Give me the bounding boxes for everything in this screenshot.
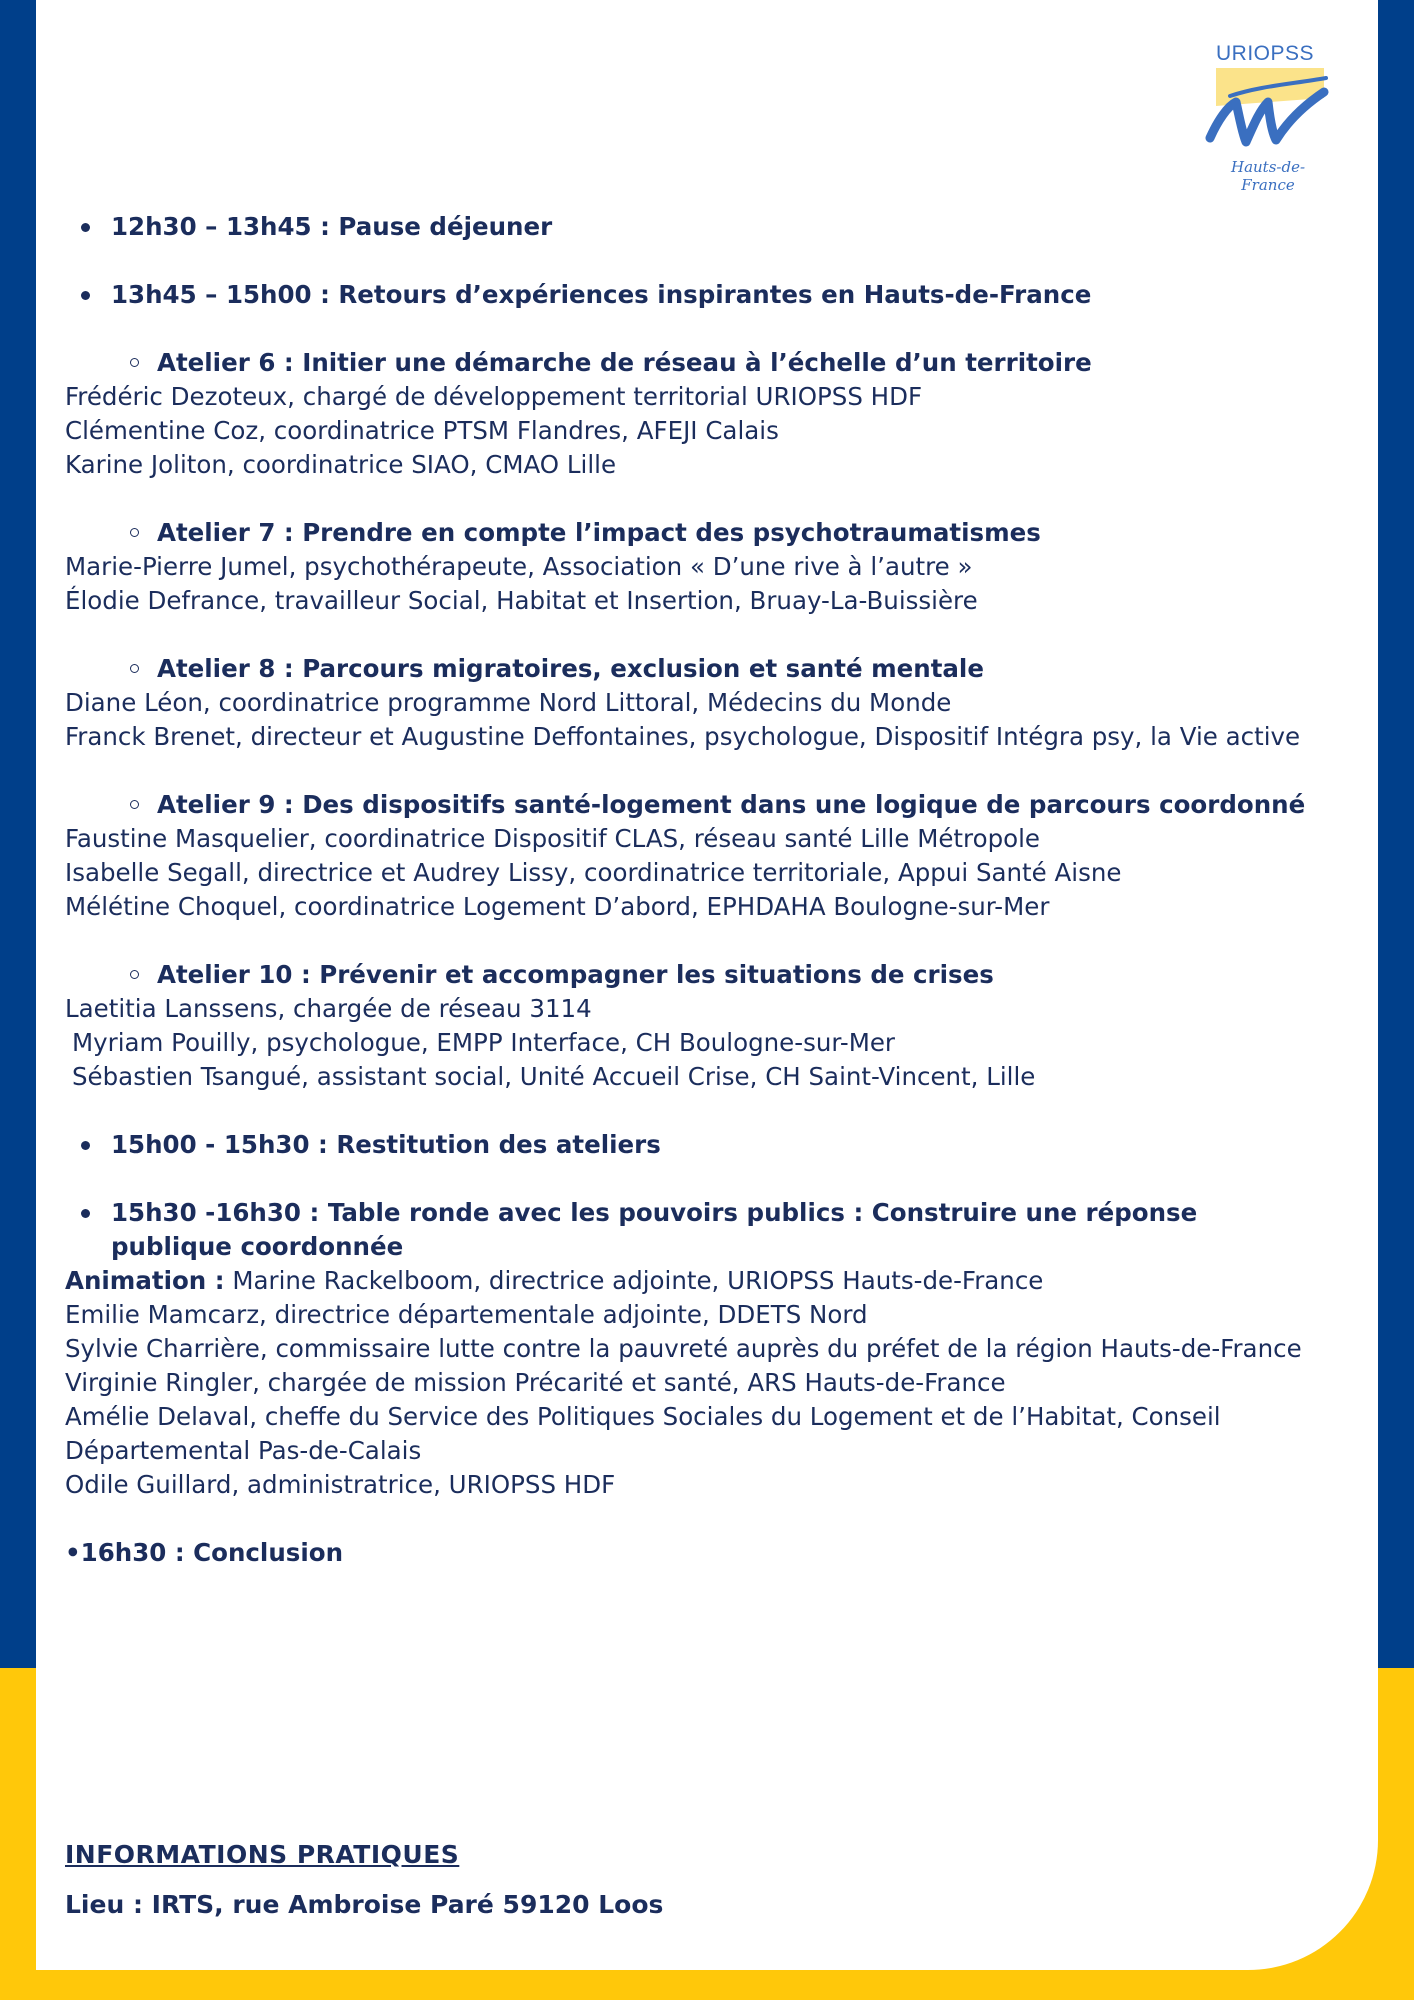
speaker: Élodie Defrance, travailleur Social, Habitat et Insertion, Bruay-La-Buissière: [65, 586, 978, 615]
speaker: Faustine Masquelier, coordinatrice Dispositif CLAS, réseau santé Lille Métropole: [65, 824, 1040, 853]
speaker: Emilie Mamcarz, directrice départementale adjointe, DDETS Nord: [65, 1300, 868, 1329]
speaker: Odile Guillard, administratrice, URIOPSS HDF: [65, 1470, 616, 1499]
atelier-10-title: Atelier 10 : Prévenir et accompagner les situations de crises: [65, 958, 1355, 992]
info-title: INFORMATIONS PRATIQUES: [65, 1840, 460, 1869]
speaker: Frédéric Dezoteux, chargé de développement territorial URIOPSS HDF: [65, 382, 923, 411]
speaker: Virginie Ringler, chargée de mission Précarité et santé, ARS Hauts-de-France: [65, 1368, 1006, 1397]
frame-right-blue: [1378, 0, 1414, 1668]
logo-name: URIOPSS: [1215, 42, 1315, 65]
atelier-7-title: Atelier 7 : Prendre en compte l’impact des psychotraumatismes: [65, 516, 1355, 550]
speaker: Myriam Pouilly, psychologue, EMPP Interface, CH Boulogne-sur-Mer: [72, 1028, 895, 1057]
atelier-6-title: Atelier 6 : Initier une démarche de réseau à l’échelle d’un territoire: [65, 346, 1355, 380]
logo-region: Hauts-de-France: [1230, 158, 1306, 194]
item-pause: 12h30 – 13h45 : Pause déjeuner: [65, 210, 1355, 244]
frame-left-blue: [0, 0, 36, 1668]
speaker: Sébastien Tsangué, assistant social, Unité Accueil Crise, CH Saint-Vincent, Lille: [72, 1062, 1036, 1091]
program-content: [65, 210, 1355, 1570]
speaker: Sylvie Charrière, commissaire lutte contre la pauvreté auprès du préfet de la région Hauts-de-France: [65, 1334, 1302, 1363]
atelier-8-title: Atelier 8 : Parcours migratoires, exclusion et santé mentale: [65, 652, 1355, 686]
animation-text: Marine Rackelboom, directrice adjointe, URIOPSS Hauts-de-France: [232, 1266, 1044, 1295]
speaker: Karine Joliton, coordinatrice SIAO, CMAO Lille: [65, 450, 617, 479]
speaker: Marie-Pierre Jumel, psychothérapeute, Association « D’une rive à l’autre »: [65, 552, 973, 581]
atelier-9-title: Atelier 9 : Des dispositifs santé-logement dans une logique de parcours coordonné: [65, 788, 1355, 822]
animation-label: Animation :: [65, 1266, 225, 1295]
item-restitution: 15h00 - 15h30 : Restitution des ateliers: [65, 1128, 1355, 1162]
speaker: Mélétine Choquel, coordinatrice Logement D’abord, EPHDAHA Boulogne-sur-Mer: [65, 892, 1050, 921]
info-lieu: Lieu : IRTS, rue Ambroise Paré 59120 Loos: [65, 1890, 664, 1919]
speaker: Amélie Delaval, cheffe du Service des Politiques Sociales du Logement et de l’Habitat, Conseil Départemental Pas-de-Calais: [65, 1402, 1221, 1465]
item-table-ronde: 15h30 -16h30 : Table ronde avec les pouvoirs publics : Construire une réponse publique coordonnée: [65, 1196, 1291, 1264]
item-conclusion: •16h30 : Conclusion: [65, 1538, 344, 1567]
speaker: Clémentine Coz, coordinatrice PTSM Flandres, AFEJI Calais: [65, 416, 779, 445]
speaker: Isabelle Segall, directrice et Audrey Lissy, coordinatrice territoriale, Appui Santé Aisne: [65, 858, 1122, 887]
speaker: Franck Brenet, directeur et Augustine Deffontaines, psychologue, Dispositif Intégra psy, la Vie active: [65, 722, 1301, 751]
speaker: Diane Léon, coordinatrice programme Nord Littoral, Médecins du Monde: [65, 688, 952, 717]
item-retours: 13h45 – 15h00 : Retours d’expériences inspirantes en Hauts-de-France: [65, 278, 1355, 312]
speaker: Laetitia Lanssens, chargée de réseau 3114: [65, 994, 592, 1023]
uriopss-logo: [1200, 40, 1330, 194]
